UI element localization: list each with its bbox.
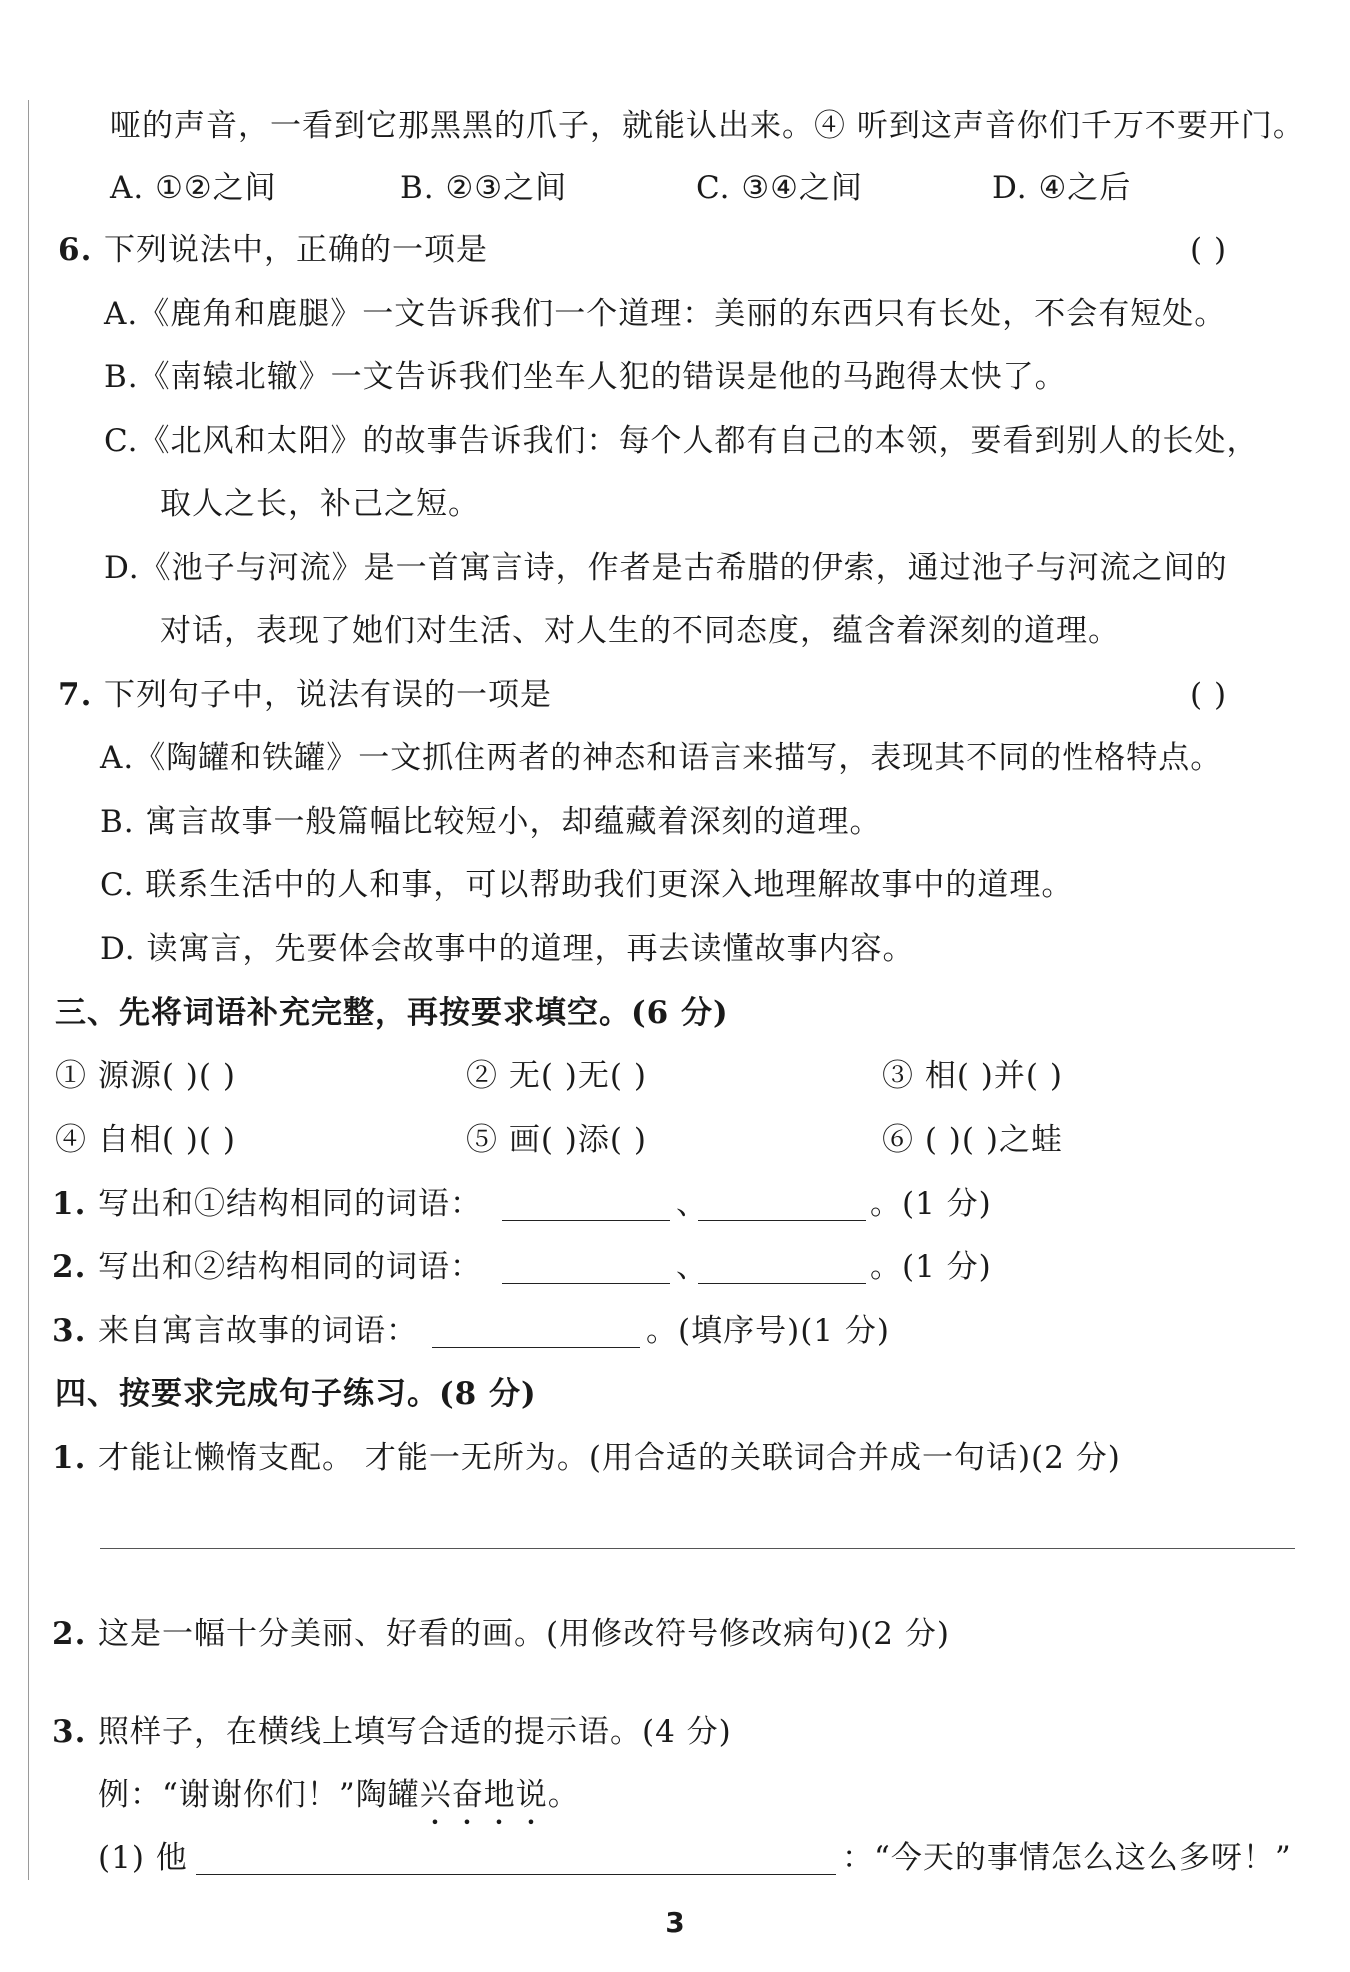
section-3-q3: 3. 来自寓言故事的词语： 。(填序号)(1 分)	[52, 1313, 890, 1349]
section-3-words-row1	[0, 1048, 1350, 1104]
s3q1-blank-1[interactable]	[502, 1186, 670, 1221]
q5-options	[0, 160, 1350, 216]
sub1-prefix: (1) 他	[98, 1840, 188, 1876]
section-4-q3: 3. 照样子，在横线上填写合适的提示语。(4 分)	[52, 1714, 732, 1750]
q5-option-d[interactable]: D. ④之后	[992, 170, 1132, 206]
sub1-quote: ：“今天的事情怎么这么多呀！”	[842, 1840, 1292, 1876]
q5-passage-line: 哑的声音，一看到它那黑黑的爪子，就能认出来。④ 听到这声音你们千万不要开门。	[110, 108, 1305, 144]
s4q1-answer-line[interactable]	[100, 1548, 1295, 1549]
section-3-q2: 2. 写出和②结构相同的词语： 、 。(1 分)	[52, 1249, 992, 1285]
q7-option-a[interactable]: A.《陶罐和铁罐》一文抓住两者的神态和语言来描写，表现其不同的性格特点。	[100, 740, 1223, 776]
section-3-q1: 1. 写出和①结构相同的词语： 、 。(1 分)	[52, 1186, 992, 1222]
q6-option-a[interactable]: A.《鹿角和鹿腿》一文告诉我们一个道理：美丽的东西只有长处，不会有短处。	[104, 296, 1227, 332]
s3q2-blank-1[interactable]	[502, 1249, 670, 1284]
q5-option-a[interactable]: A. ①②之间	[110, 170, 277, 206]
s3q2-blank-2[interactable]	[698, 1249, 866, 1284]
q6-answer-paren[interactable]: ( )	[1190, 232, 1228, 268]
q6-option-d[interactable]: D.《池子与河流》是一首寓言诗，作者是古希腊的伊索，通过池子与河流之间的	[104, 550, 1228, 586]
section-4-sub1	[0, 1830, 1350, 1886]
word-3[interactable]: ③ 相( )并( )	[882, 1058, 1063, 1094]
word-2[interactable]: ② 无( )无( )	[466, 1058, 647, 1094]
section-4-example: 例：“谢谢你们！”陶罐兴奋地说。	[98, 1777, 580, 1813]
s3q1-blank-2[interactable]	[698, 1186, 866, 1221]
q7-option-b[interactable]: B. 寓言故事一般篇幅比较短小，却蕴藏着深刻的道理。	[100, 804, 882, 840]
q6-option-b[interactable]: B.《南辕北辙》一文告诉我们坐车人犯的错误是他的马跑得太快了。	[104, 359, 1067, 395]
q5-option-c[interactable]: C. ③④之间	[696, 170, 863, 206]
word-1[interactable]: ① 源源( )( )	[55, 1058, 236, 1094]
q6-option-c[interactable]: C.《北风和太阳》的故事告诉我们：每个人都有自己的本领，要看到别人的长处，	[104, 423, 1259, 459]
q7-option-d[interactable]: D. 读寓言，先要体会故事中的道理，再去读懂故事内容。	[100, 931, 915, 967]
section-4-q2: 2. 这是一幅十分美丽、好看的画。(用修改符号修改病句)(2 分)	[52, 1616, 950, 1652]
page-number: 3	[665, 1906, 685, 1939]
q6-stem: 6. 下列说法中，正确的一项是 ( )	[0, 222, 1350, 278]
section-3-words-row2	[0, 1112, 1350, 1168]
word-5[interactable]: ⑤ 画( )添( )	[466, 1122, 647, 1158]
q7-stem: 7. 下列句子中，说法有误的一项是 ( )	[0, 667, 1350, 723]
section-4-title: 四、按要求完成句子练习。(8 分)	[55, 1376, 537, 1412]
q7-option-c[interactable]: C. 联系生活中的人和事，可以帮助我们更深入地理解故事中的道理。	[100, 867, 1074, 903]
word-6[interactable]: ⑥ ( )( )之蛙	[882, 1122, 1063, 1158]
q6-option-d-cont: 对话，表现了她们对生活、对人生的不同态度，蕴含着深刻的道理。	[160, 613, 1120, 649]
section-3-title: 三、先将词语补充完整，再按要求填空。(6 分)	[55, 995, 729, 1031]
section-4-q1: 1. 才能让懒惰支配。 才能一无所为。(用合适的关联词合并成一句话)(2 分)	[52, 1440, 1121, 1476]
q7-answer-paren[interactable]: ( )	[1190, 677, 1228, 713]
emphasis-dots: 兴奋地说	[419, 1777, 548, 1813]
word-4[interactable]: ④ 自相( )( )	[55, 1122, 236, 1158]
q6-option-c-cont: 取人之长，补己之短。	[160, 486, 480, 522]
sub1-blank[interactable]	[196, 1840, 836, 1875]
q5-option-b[interactable]: B. ②③之间	[400, 170, 568, 206]
s3q3-blank[interactable]	[432, 1313, 640, 1348]
